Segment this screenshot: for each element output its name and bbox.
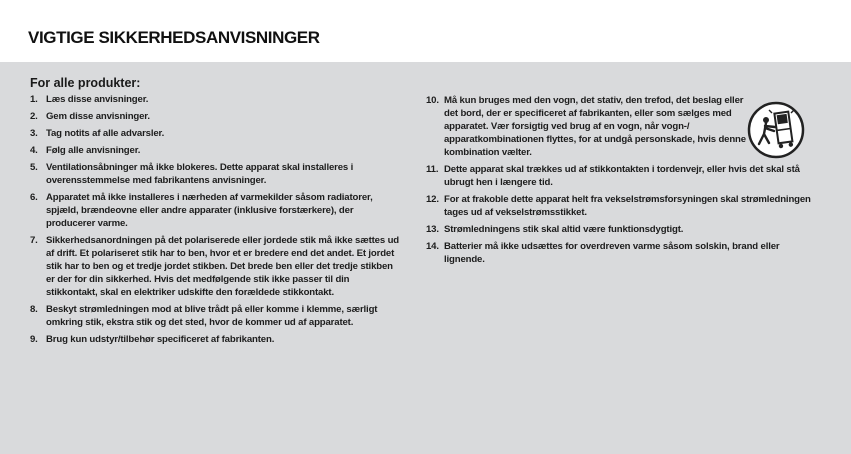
item-number: 6. — [30, 192, 38, 204]
list-item — [30, 304, 402, 330]
header-band — [0, 0, 851, 62]
list-item — [426, 194, 821, 220]
item-text: Tag notits af alle advarsler. — [46, 128, 165, 140]
item-number: 9. — [30, 334, 38, 345]
item-text: Brug kun udstyr/tilbehør specificeret af fabrikanten. — [46, 334, 275, 345]
list-item — [30, 128, 402, 141]
list-item — [30, 162, 402, 188]
item-number: 1. — [30, 94, 38, 105]
item-number: 3. — [30, 128, 38, 140]
list-item — [30, 334, 402, 347]
cart-tip-over-warning-icon — [746, 100, 806, 160]
list-item — [426, 224, 821, 237]
subheading: For alle produkter: — [30, 76, 141, 90]
item-number: 14. — [426, 240, 439, 252]
item-text: Ventilationsåbninger må ikke blokeres. Dette apparat skal installeres i overensstemmelse med fabrikantens anvisninger. — [46, 162, 354, 187]
item-text: For at frakoble dette apparat helt fra vekselstrømsforsyningen skal strømledningen tages ud af vekselstrømsstikket. — [444, 193, 811, 218]
list-item — [30, 192, 402, 231]
list-item — [30, 235, 402, 300]
item-number: 7. — [30, 235, 38, 247]
list-item — [30, 111, 402, 124]
list-item — [30, 145, 402, 158]
page-title: VIGTIGE SIKKERHEDSANVISNINGER — [28, 28, 320, 47]
item-number: 12. — [426, 193, 439, 205]
item-text: Beskyt strømledningen mod at blive trådt på eller komme i klemme, særligt omkring stik, ekstra stik og det sted, hvor de kommer ud af apparatet. — [46, 304, 378, 328]
item-text: Dette apparat skal trækkes ud af stikkontakten i tordenvejr, eller hvis det skal stå ubrugt hen i længere tid. — [444, 163, 800, 188]
item-text: Må kun bruges med den vogn, det stativ, den trefod, det beslag eller det bord, der er specificeret af fabrikanten, eller som sælges med apparatet. Vær forsigtig ved brug af en vogn, når vogn-/ apparatkombinationen flyttes, for at undgå personskade, hvis denne kombination vælter. — [444, 95, 746, 158]
left-column — [30, 94, 402, 351]
list-item — [426, 241, 821, 267]
safety-panel — [0, 62, 851, 454]
item-number: 4. — [30, 145, 38, 157]
item-text: Batterier må ikke udsættes for overdreven varme såsom solskin, brand eller lignende. — [444, 240, 780, 265]
item-number: 5. — [30, 162, 38, 174]
item-number: 10. — [426, 95, 439, 106]
item-number: 2. — [30, 111, 38, 123]
item-number: 8. — [30, 304, 38, 315]
item-number: 13. — [426, 223, 439, 235]
item-text: Følg alle anvisninger. — [46, 145, 141, 157]
item-text: Læs disse anvisninger. — [46, 94, 149, 105]
list-item — [426, 164, 821, 190]
list-item — [30, 94, 402, 107]
item-text: Apparatet må ikke installeres i nærheden af varmekilder såsom radiatorer, spjæld, brændeovne eller andre apparater (inklusive forstærkere), der producerer varme. — [46, 192, 373, 230]
item-number: 11. — [426, 163, 439, 175]
item-text: Gem disse anvisninger. — [46, 111, 150, 123]
item-text: Sikkerhedsanordningen på det polariserede eller jordede stik må ikke sættes ud af drift. Et polariseret stik har to ben, hvor et er bredere end det andet. Et jordet stik har to ben og et tredje jordet stikben. Det brede ben eller det tredje stikben er der for din sikkerhed. Hvis det medfølgende stik ikke passer til din stikkontakt, skal en elektriker udskifte den forældede stikkontakt. — [46, 235, 399, 298]
item-text: Strømledningens stik skal altid være funktionsdygtigt. — [444, 223, 684, 235]
